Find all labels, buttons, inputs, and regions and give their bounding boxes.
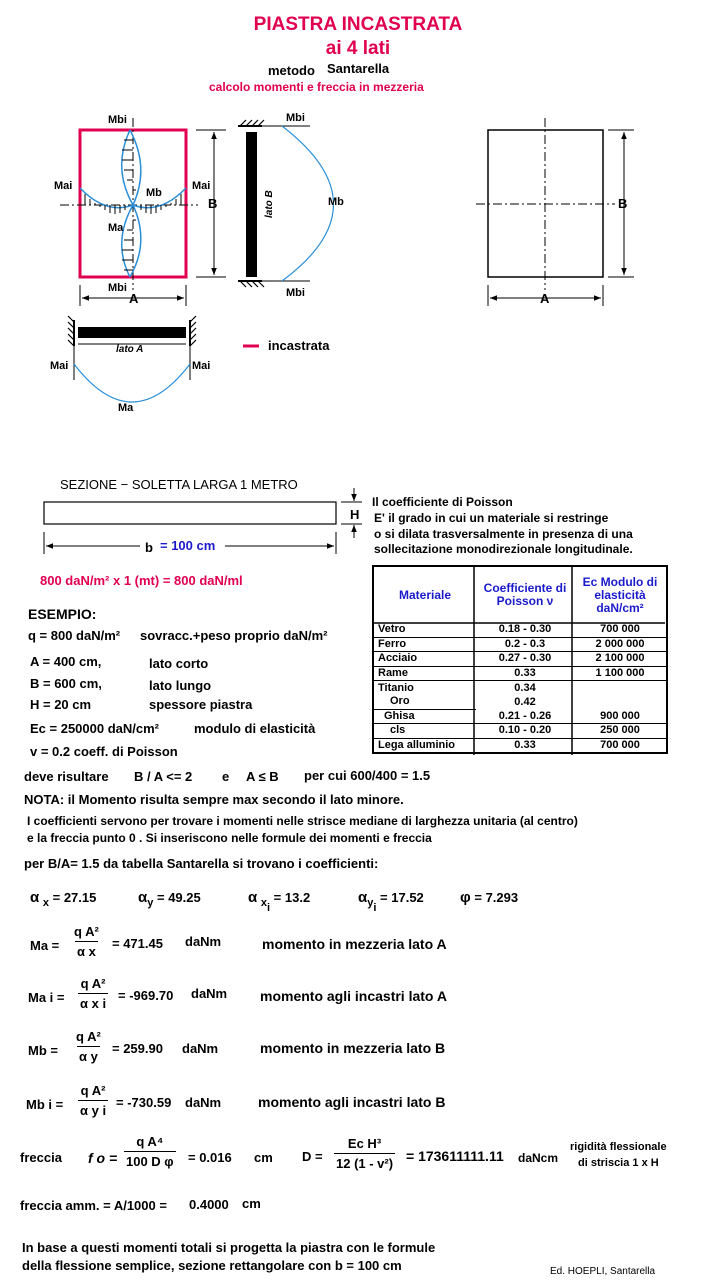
- dim-a-left: A: [129, 291, 139, 306]
- coef-alpha-yi: $\alpha_{yi} = 17.52$: [358, 889, 424, 914]
- formula-ma-unit: daNm: [185, 934, 222, 949]
- formula-mb-value: = 259.90: [112, 1041, 163, 1056]
- freccia-unit: cm: [254, 1150, 273, 1165]
- formula-mb-desc: momento in mezzeria lato B: [260, 1040, 446, 1056]
- coef-intro: per B/A= 1.5 da tabella Santarella si trovano i coefficienti:: [24, 856, 379, 871]
- section-title: SEZIONE − SOLETTA LARGA 1 METRO: [60, 477, 298, 492]
- plate-left: [60, 118, 226, 306]
- footer-line-1: In base a questi momenti totali si progetta la piastra con le formule: [22, 1240, 436, 1255]
- freccia-value: = 0.016: [188, 1150, 232, 1165]
- cond-and: e: [222, 769, 230, 784]
- formula-mbi-unit: daNm: [185, 1095, 222, 1110]
- example-a-desc: lato corto: [149, 656, 209, 671]
- freccia-fraction: $\frac{\text{q A⁴}}{\text{100 D φ}}$: [126, 1134, 174, 1169]
- label-mbi-beam-bottom: Mbi: [286, 287, 305, 299]
- nota: NOTA: il Momento risulta sempre max secondo il lato minore.: [24, 792, 404, 807]
- table-row: Ferro 0.2 - 0.3 2 000 000: [373, 637, 667, 652]
- coef-alpha-y: $\alpha_y = 49.25$: [138, 889, 201, 909]
- example-a: A = 400 cm,: [30, 654, 102, 669]
- formula-ma-fraction: $\frac{\text{q A²}}{\text{α x}}$: [74, 924, 99, 959]
- formula-mai-fraction: $\frac{\text{q A²}}{\text{α x i}}$: [80, 976, 107, 1011]
- method-name: Santarella: [327, 61, 390, 76]
- cond-1: B / A <= 2: [134, 769, 193, 784]
- label-lato-b: lato B: [264, 190, 275, 218]
- poisson-note-1: Il coefficiente di Poisson: [372, 495, 513, 509]
- th-poisson: Coefficiente di Poisson ν: [483, 581, 567, 608]
- formula-mb-label: Mb =: [28, 1043, 58, 1058]
- label-mbi-top: Mbi: [108, 114, 127, 126]
- poisson-note-4: sollecitazione monodirezionale longitudinale.: [374, 542, 633, 556]
- rigidity-desc-1: rigidità flessionale: [570, 1141, 667, 1153]
- example-q: q = 800 daN/m²: [28, 628, 121, 643]
- footer-credit: Ed. HOEPLI, Santarella: [550, 1266, 656, 1277]
- example-b: B = 600 cm,: [30, 676, 102, 691]
- coef-explain-1: I coefficienti servono per trovare i momenti nelle strisce mediane di larghezza unitaria (al centro): [27, 814, 578, 828]
- method-prefix: metodo: [268, 63, 315, 78]
- page-title: PIASTRA INCASTRATA: [253, 14, 463, 35]
- coef-alpha-x: α $_x$ = 27.15: [30, 889, 97, 909]
- rigidity-label: D =: [302, 1149, 323, 1164]
- beam-lato-b: [238, 120, 334, 287]
- dim-b-right: B: [618, 196, 628, 211]
- coef-phi: φ = 7.293: [460, 889, 519, 906]
- table-row: Rame 0.33 1 100 000: [373, 666, 667, 681]
- label-mbi-bottom: Mbi: [108, 282, 127, 294]
- formula-ma-desc: momento in mezzeria lato A: [262, 936, 447, 952]
- formula-mai-unit: daNm: [191, 986, 228, 1001]
- dim-b-left: B: [208, 196, 218, 211]
- table-row: Acciaio 0.27 - 0.30 2 100 000: [373, 652, 667, 667]
- table-row: cls 0.10 - 0.20 250 000: [373, 724, 667, 739]
- table-row: Titanio 0.34: [378, 681, 536, 694]
- freccia-amm-label: freccia amm. = A/1000 =: [20, 1198, 167, 1213]
- example-title: ESEMPIO:: [28, 606, 97, 622]
- materials-table: [372, 565, 668, 754]
- formula-mb-fraction: $\frac{\text{q A²}}{\text{α y}}$: [76, 1029, 101, 1064]
- beam-lato-a: [68, 316, 196, 402]
- formula-mai-label: Ma i =: [28, 990, 65, 1005]
- section-b-value: = 100 cm: [160, 538, 216, 553]
- formula-mbi-label: Mb i =: [26, 1097, 64, 1112]
- label-ma-beam: Ma: [118, 402, 134, 414]
- label-mai-left: Mai: [54, 180, 73, 192]
- poisson-note-3: o si dilata trasversalmente in presenza di una: [374, 527, 633, 541]
- coef-alpha-xi: α $_{xi}$ = 13.2: [248, 889, 311, 914]
- example-v: v = 0.2 coeff. di Poisson: [30, 744, 178, 759]
- rigidity-fraction: $\frac{\text{Ec H³}}{\text{12 (1 - v²)}}$: [336, 1136, 394, 1171]
- page-subtitle: calcolo momenti e freccia in mezzeria: [209, 80, 424, 94]
- formula-mbi-desc: momento agli incastri lato B: [258, 1094, 446, 1110]
- dim-a-right: A: [540, 291, 550, 306]
- rigidity-value: = 173611111.11: [406, 1148, 504, 1164]
- formula-mbi-fraction: $\frac{\text{q A²}}{\text{α y i}}$: [80, 1083, 107, 1118]
- table-row: Ghisa 0.21 - 0.26 900 000: [373, 709, 667, 724]
- th-materiale: Materiale: [398, 587, 452, 602]
- page-title-line2: ai 4 lati: [325, 38, 391, 59]
- section-h-label: H: [350, 507, 360, 522]
- label-mai-beam-right: Mai: [192, 360, 211, 372]
- rigidity-unit: daNcm: [518, 1151, 559, 1165]
- label-lato-a: lato A: [116, 344, 144, 355]
- freccia-fo: f o =: [88, 1150, 118, 1166]
- section-b-label: b: [145, 540, 153, 555]
- label-mbi-beam-top: Mbi: [286, 112, 305, 124]
- example-ec-desc: modulo di elasticità: [194, 721, 316, 736]
- freccia-label: freccia: [20, 1150, 62, 1165]
- example-h: H = 20 cm: [30, 697, 92, 712]
- formula-mai-desc: momento agli incastri lato A: [260, 988, 447, 1004]
- label-mb-beam: Mb: [328, 196, 344, 208]
- rigidity-desc-2: di striscia 1 x H: [578, 1157, 659, 1169]
- poisson-note-2: E' il grado in cui un materiale si restringe: [374, 511, 609, 525]
- table-row: Lega alluminio 0.33 700 000: [378, 739, 640, 752]
- cond-2: A ≤ B: [246, 769, 279, 784]
- freccia-amm-unit: cm: [242, 1196, 261, 1211]
- example-b-desc: lato lungo: [149, 678, 212, 693]
- formula-mbi-value: = -730.59: [116, 1095, 172, 1110]
- label-mb: Mb: [146, 187, 162, 199]
- example-q-desc: sovracc.+peso proprio daN/m²: [140, 628, 328, 643]
- label-ma: Ma: [108, 222, 124, 234]
- formula-mai-value: = -969.70: [118, 988, 174, 1003]
- example-ec: Ec = 250000 daN/cm²: [30, 721, 159, 736]
- formula-mb-unit: daNm: [182, 1041, 219, 1056]
- freccia-amm-value: 0.4000: [189, 1197, 229, 1212]
- formula-ma-label: Ma =: [30, 938, 60, 953]
- example-h-desc: spessore piastra: [149, 697, 253, 712]
- th-modulo: Ec Modulo di elasticità daN/cm²: [582, 574, 658, 615]
- plate-right: [476, 118, 634, 306]
- formula-ma-value: = 471.45: [112, 936, 163, 951]
- label-mai-beam-left: Mai: [50, 360, 69, 372]
- cond-prefix: deve risultare: [24, 769, 109, 784]
- cond-result: per cui 600/400 = 1.5: [304, 768, 431, 783]
- coef-explain-2: e la freccia punto 0 . Si inseriscono nelle formule dei momenti e freccia: [27, 831, 432, 845]
- legend-label: incastrata: [268, 338, 330, 353]
- table-row: Vetro 0.18 - 0.30 700 000: [373, 623, 667, 637]
- footer-line-2: della flessione semplice, sezione rettangolare con b = 100 cm: [22, 1258, 402, 1273]
- load-line: 800 daN/m² x 1 (mt) = 800 daN/ml: [40, 573, 243, 588]
- label-mai-right: Mai: [192, 180, 211, 192]
- table-row: Oro 0.42: [373, 695, 667, 709]
